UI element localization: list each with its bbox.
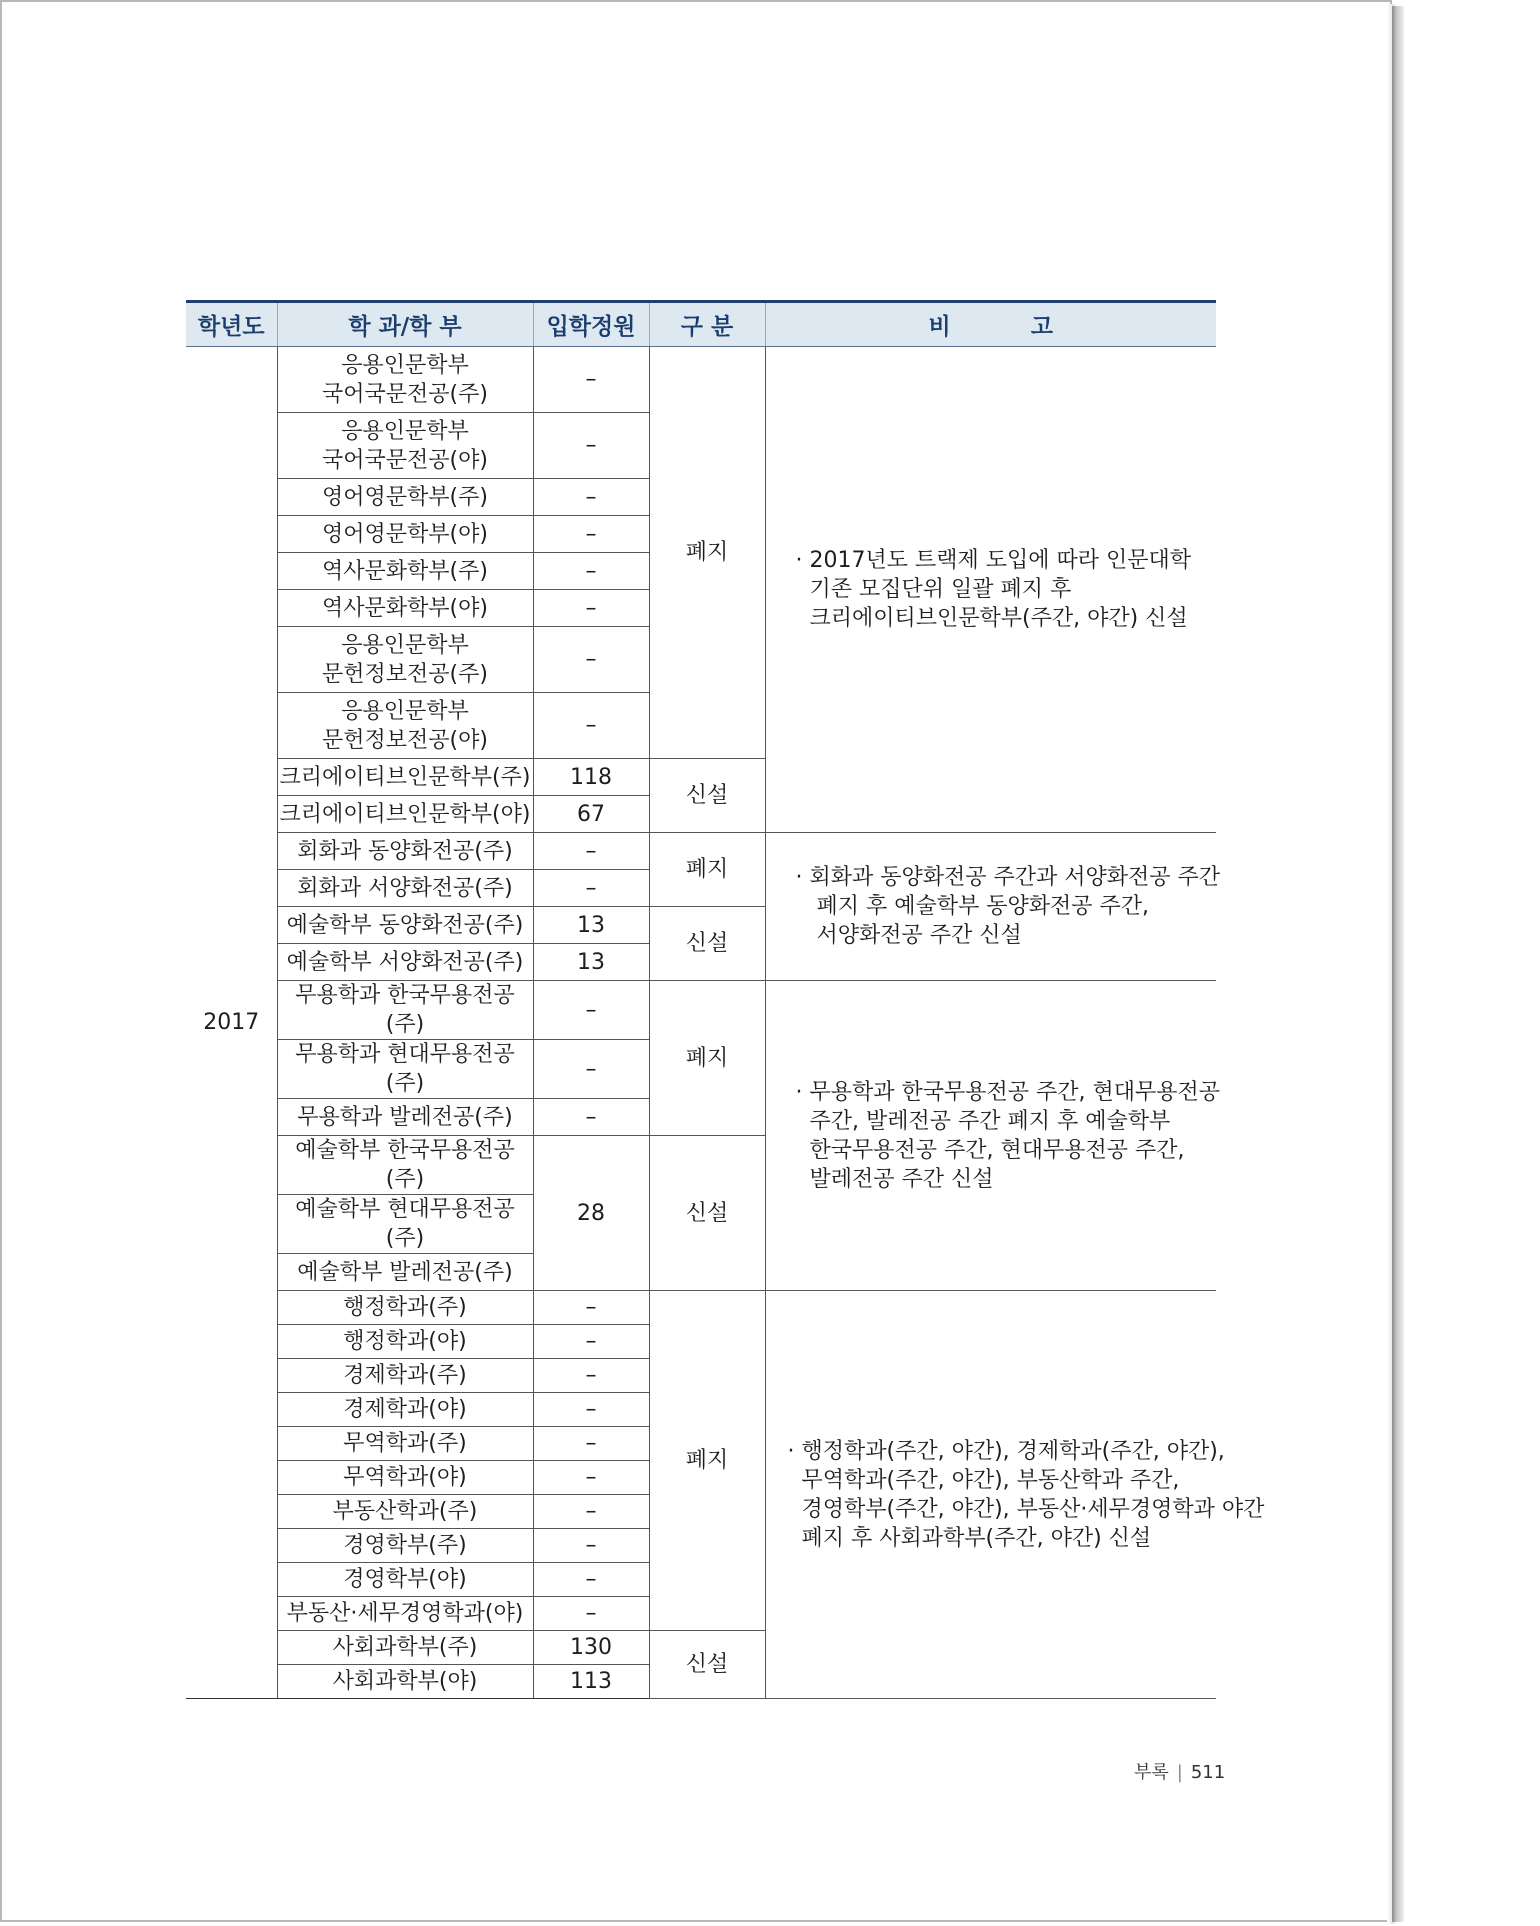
dept-cell: 무역학과(주)	[277, 1427, 533, 1461]
table-row	[186, 347, 1216, 413]
remarks-painting: · 회화과 동양화전공 주간과 서양화전공 주간 폐지 후 예술학부 동양화전공 주간, 서양화전공 주간 신설	[795, 865, 1220, 948]
header-quota: 입학정원	[533, 302, 649, 347]
quota-cell: –	[533, 1393, 649, 1427]
remarks-cell	[765, 1291, 1265, 1699]
quota-cell: –	[533, 981, 649, 1040]
header-category: 구 분	[649, 302, 765, 347]
page-footer	[1134, 1758, 1225, 1784]
quota-cell: 130	[533, 1631, 649, 1665]
quota-cell: –	[533, 553, 649, 590]
quota-cell: –	[533, 1427, 649, 1461]
dept-cell: 영어영문학부(야)	[277, 516, 533, 553]
quota-cell: –	[533, 1040, 649, 1099]
year-cell: 2017	[186, 347, 277, 1699]
dept-cell: 예술학부 한국무용전공(주)	[277, 1136, 533, 1195]
category-cell: 신설	[649, 907, 765, 981]
dept-cell: 부동산·세무경영학과(야)	[277, 1597, 533, 1631]
dept-cell: 영어영문학부(주)	[277, 479, 533, 516]
category-cell: 신설	[649, 759, 765, 833]
remarks-cell	[765, 347, 1216, 833]
quota-cell: –	[533, 479, 649, 516]
dept-cell: 역사문화학부(주)	[277, 553, 533, 590]
quota-cell: –	[533, 1563, 649, 1597]
quota-cell: –	[533, 1291, 649, 1325]
header-year: 학년도	[186, 302, 277, 347]
category-cell: 폐지	[649, 833, 765, 907]
dept-cell: 예술학부 동양화전공(주)	[277, 907, 533, 944]
dept-cell: 무역학과(야)	[277, 1461, 533, 1495]
category-cell: 신설	[649, 1136, 765, 1291]
category-cell: 신설	[649, 1631, 765, 1699]
category-cell: 폐지	[649, 981, 765, 1136]
quota-cell: 113	[533, 1665, 649, 1699]
dept-cell: 무용학과 한국무용전공(주)	[277, 981, 533, 1040]
dept-cell: 응용인문학부 문헌정보전공(주)	[277, 627, 533, 693]
quota-cell: 67	[533, 796, 649, 833]
dept-cell: 예술학부 발레전공(주)	[277, 1254, 533, 1291]
dept-cell: 회화과 동양화전공(주)	[277, 833, 533, 870]
remarks-cell	[765, 833, 1220, 981]
quota-cell: 118	[533, 759, 649, 796]
dept-cell: 크리에이티브인문학부(야)	[277, 796, 533, 833]
dept-cell: 역사문화학부(야)	[277, 590, 533, 627]
dept-cell: 경제학과(야)	[277, 1393, 533, 1427]
quota-cell: –	[533, 870, 649, 907]
quota-cell: –	[533, 516, 649, 553]
footer-section: 부록	[1134, 1762, 1169, 1783]
remarks-dance: · 무용학과 한국무용전공 주간, 현대무용전공 주간, 발레전공 주간 폐지 후 예술학부 한국무용전공 주간, 현대무용전공 주간, 발레전공 주간 신설	[795, 1079, 1220, 1192]
quota-cell: –	[533, 1359, 649, 1393]
table-row	[186, 833, 1216, 870]
quota-cell: –	[533, 413, 649, 479]
quota-cell: –	[533, 1099, 649, 1136]
remarks-social: · 행정학과(주간, 야간), 경제학과(주간, 야간), 무역학과(주간, 야간), 부동산학과 주간, 경영학부(주간, 야간), 부동산·세무경영학과 야간 폐지 후 사회과학부(주간, 야간) 신설	[787, 1438, 1265, 1551]
dept-cell: 응용인문학부 국어국문전공(야)	[277, 413, 533, 479]
quota-cell: –	[533, 1325, 649, 1359]
dept-cell: 사회과학부(주)	[277, 1631, 533, 1665]
dept-cell: 경영학부(야)	[277, 1563, 533, 1597]
dept-cell: 행정학과(주)	[277, 1291, 533, 1325]
dept-cell: 사회과학부(야)	[277, 1665, 533, 1699]
dept-cell: 행정학과(야)	[277, 1325, 533, 1359]
quota-cell: –	[533, 1529, 649, 1563]
quota-cell: –	[533, 1597, 649, 1631]
table-header-row	[186, 302, 1216, 347]
dept-cell: 무용학과 발레전공(주)	[277, 1099, 533, 1136]
quota-cell: –	[533, 590, 649, 627]
quota-cell: 13	[533, 944, 649, 981]
footer-separator: |	[1176, 1762, 1183, 1783]
header-remarks: 비 고	[765, 302, 1216, 347]
header-dept: 학 과/학 부	[277, 302, 533, 347]
quota-cell: –	[533, 1495, 649, 1529]
dept-cell: 응용인문학부 국어국문전공(주)	[277, 347, 533, 413]
quota-cell: –	[533, 347, 649, 413]
dept-cell: 무용학과 현대무용전공(주)	[277, 1040, 533, 1099]
dept-cell: 회화과 서양화전공(주)	[277, 870, 533, 907]
dept-cell: 부동산학과(주)	[277, 1495, 533, 1529]
quota-cell: –	[533, 833, 649, 870]
dept-cell: 경영학부(주)	[277, 1529, 533, 1563]
page-shadow	[1392, 6, 1404, 1922]
remarks-humanities: · 2017년도 트랙제 도입에 따라 인문대학 기존 모집단위 일괄 폐지 후 크리에이티브인문학부(주간, 야간) 신설	[795, 548, 1191, 631]
dept-cell: 경제학과(주)	[277, 1359, 533, 1393]
quota-cell: –	[533, 693, 649, 759]
dept-cell: 예술학부 현대무용전공(주)	[277, 1195, 533, 1254]
category-cell: 폐지	[649, 1291, 765, 1631]
quota-cell: 28	[533, 1136, 649, 1291]
dept-cell: 예술학부 서양화전공(주)	[277, 944, 533, 981]
quota-cell: 13	[533, 907, 649, 944]
dept-cell: 크리에이티브인문학부(주)	[277, 759, 533, 796]
remarks-cell	[765, 981, 1220, 1291]
table-row	[186, 981, 1216, 1040]
admission-change-table	[186, 300, 1265, 1699]
quota-cell: –	[533, 1461, 649, 1495]
page-number: 511	[1190, 1762, 1226, 1783]
dept-cell: 응용인문학부 문헌정보전공(야)	[277, 693, 533, 759]
category-cell: 폐지	[649, 347, 765, 759]
quota-cell: –	[533, 627, 649, 693]
table-row	[186, 1291, 1216, 1325]
